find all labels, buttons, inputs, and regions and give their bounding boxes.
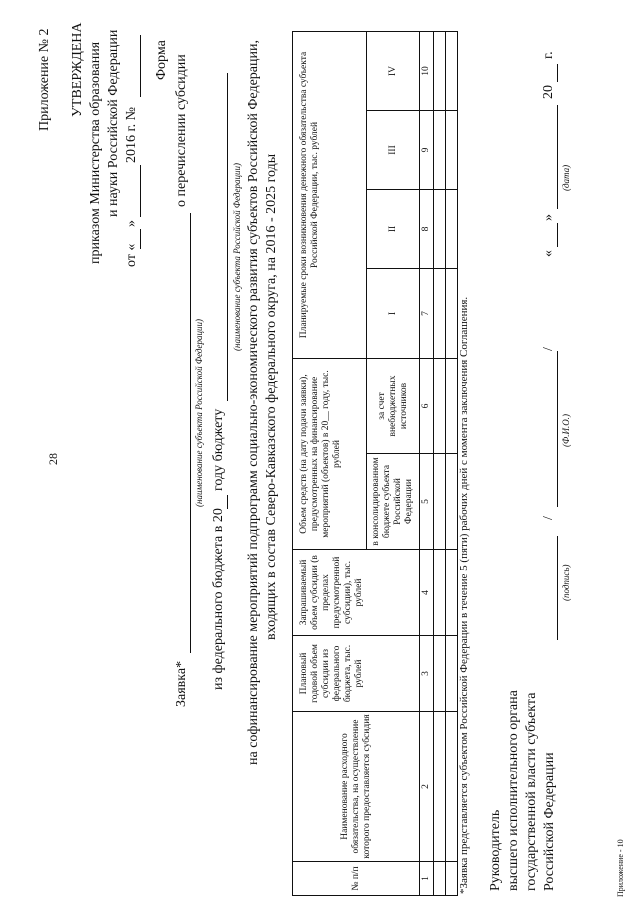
- budget-suffix: году бюджету: [211, 408, 226, 491]
- form-label: Форма: [154, 40, 169, 80]
- full-name-caption: (Ф.И.О.): [561, 414, 571, 447]
- annex-date-prefix: от «: [124, 243, 139, 267]
- budget-year-line: [227, 495, 228, 509]
- request-subject-caption-1: (наименование субъекта Российской Федерации): [194, 318, 204, 507]
- column-number: 9: [420, 110, 434, 189]
- table-header-row-1: [293, 31, 367, 895]
- request-title: Заявка*: [174, 660, 189, 707]
- budget-prefix: из федерального бюджета в 20: [211, 508, 226, 690]
- header-extra-budget: за счет внебюджетных источников: [367, 358, 420, 453]
- date-open-quote: «: [541, 250, 556, 257]
- annex-approved: УТВЕРЖДЕНА: [70, 22, 85, 117]
- column-number: 6: [420, 358, 434, 453]
- request-subject-caption-2: (наименование субъекта Российской Федерации): [232, 162, 242, 351]
- column-number: 3: [420, 636, 434, 712]
- subsidy-table: [292, 31, 458, 896]
- signature-slash-1: /: [541, 516, 556, 520]
- date-day-line: [557, 223, 558, 247]
- signature-role-line-1: Руководитель: [488, 809, 503, 891]
- date-month-line: [557, 105, 558, 209]
- purpose-line-2: входящих в состав Северо-Кавказского федерального округа, на 2016 - 2025 годы: [264, 153, 279, 640]
- header-planned: Плановый годовой объем субсидии из федерального бюджета, тыс. рублей: [293, 636, 420, 712]
- column-number: 1: [420, 862, 434, 896]
- request-subject-line-1: [190, 213, 191, 653]
- header-q2: II: [367, 189, 420, 268]
- signature-role-line-4: Российской Федерации: [542, 752, 557, 891]
- column-number: 7: [420, 268, 434, 358]
- column-number: 5: [420, 454, 434, 550]
- annex-order-number-line: [140, 35, 141, 97]
- annex-order-line2: и науки Российской Федерации: [106, 29, 121, 217]
- date-year-suffix: г.: [541, 51, 556, 59]
- table-column-numbers: [420, 31, 434, 895]
- page-number: 28: [46, 453, 60, 465]
- header-q4: IV: [367, 31, 420, 110]
- header-terms-group: Планируемые сроки возникновения денежного обязательства субъекта Российской Федерации, тыс. рублей: [293, 31, 367, 358]
- header-q3: III: [367, 110, 420, 189]
- column-number: 8: [420, 189, 434, 268]
- signature-caption: (подпись): [561, 564, 571, 601]
- column-number: 4: [420, 550, 434, 636]
- header-q1: I: [367, 268, 420, 358]
- annex-title: Приложение № 2: [37, 28, 52, 131]
- request-transfer: о перечислении субсидии: [174, 54, 189, 207]
- annex-date-month-line: [140, 165, 141, 217]
- footnote: *Заявка представляется субъектом Российской Федерации в течение 5 (пяти) рабочих дней с момента заключения Соглашения.: [458, 296, 470, 894]
- table-row: [434, 31, 446, 895]
- signature-role-line-3: государственной власти субъекта: [524, 692, 539, 891]
- date-caption: (дата): [561, 164, 571, 191]
- page-footer: Приложение - 10: [616, 839, 625, 897]
- full-name-line: [557, 351, 558, 507]
- header-requested: Запрашиваемый объем субсидии (в пределах предусмотренной субсидии), тыс. рублей: [293, 550, 420, 636]
- annex-date-mid: »: [124, 220, 139, 227]
- signature-slash-2: /: [541, 347, 556, 351]
- header-funds-group: Объем средств (на дату подачи заявки), предусмотренных на финансирование мероприятий (объектов) в 20__ году, тыс. рублей: [293, 358, 367, 549]
- request-subject-line-2: [227, 73, 228, 401]
- signature-role-line-2: высшего исполнительного органа: [506, 690, 521, 891]
- header-consolidated: в консолидированном бюджете субъекта Российской Федерации: [367, 454, 420, 550]
- annex-date-day-line: [140, 229, 141, 249]
- column-number: 10: [420, 31, 434, 110]
- purpose-line-1: на софинансирование мероприятий подпрограмм социально-экономического развития субъектов Российской Федерации,: [246, 40, 261, 765]
- annex-date-year: 2016 г. №: [124, 106, 139, 163]
- table-row: [446, 31, 458, 895]
- signature-line: [557, 536, 558, 640]
- column-number: 2: [420, 712, 434, 862]
- date-close-quote: »: [541, 214, 556, 221]
- date-year-prefix: 20: [541, 85, 556, 99]
- header-num: № п/п: [293, 862, 420, 896]
- date-year-line: [557, 64, 558, 82]
- annex-order-line1: приказом Министерства образования: [88, 41, 103, 264]
- header-name: Наименование расходного обязательства, на осуществление которого предоставляется субсидия: [293, 712, 420, 862]
